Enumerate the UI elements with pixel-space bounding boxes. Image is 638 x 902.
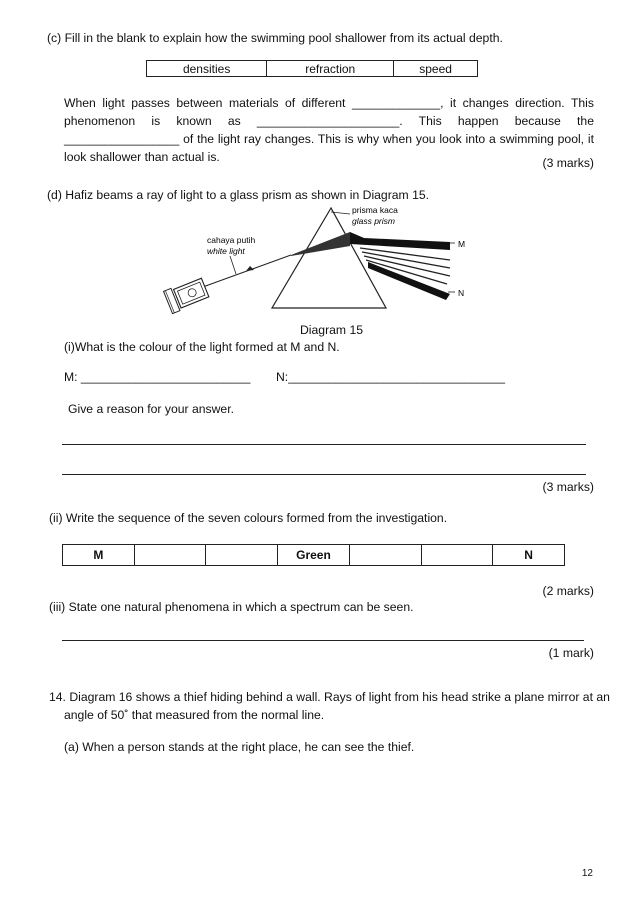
- incident-ray: [200, 255, 291, 288]
- question-d-ii: (ii) Write the sequence of the seven colours formed from the investigation.: [49, 511, 448, 525]
- light-label-ms: cahaya putih: [207, 235, 256, 245]
- colour-cell: [349, 545, 421, 566]
- answer-line: [62, 640, 584, 641]
- answer-line: [62, 474, 586, 475]
- label-n: N: [458, 288, 465, 298]
- spectrum-band-m: [350, 232, 450, 250]
- light-label-en: white light: [207, 246, 245, 256]
- diagram-caption: Diagram 15: [300, 323, 363, 337]
- passage-line: look shallower than actual is.: [64, 150, 220, 164]
- passage-line: When light passes between materials of different _____________, it changes direction. This: [64, 96, 594, 110]
- marks-d-i: (3 marks): [542, 480, 594, 494]
- passage-line: phenomenon is known as _____________________. This happen because the: [64, 114, 594, 128]
- marks-d-iii: (1 mark): [548, 646, 594, 660]
- answer-m-prompt: M: _________________________: [64, 370, 251, 384]
- question-c-passage: [64, 94, 594, 166]
- word-option: densities: [147, 61, 267, 77]
- reason-prompt: Give a reason for your answer.: [68, 402, 234, 416]
- word-option: refraction: [267, 61, 394, 77]
- colour-cell: M: [63, 545, 135, 566]
- prism-diagram: [150, 200, 490, 318]
- question-d-i: (i)What is the colour of the light formed at M and N.: [64, 340, 340, 354]
- question-14-line1: 14. Diagram 16 shows a thief hiding behind a wall. Rays of light from his head strike a plane mirror at an: [49, 690, 610, 704]
- question-d-title: (d) Hafiz beams a ray of light to a glass prism as shown in Diagram 15.: [47, 188, 430, 202]
- prism-label-en: glass prism: [352, 216, 395, 226]
- question-14-line2: angle of 50˚ that measured from the normal line.: [64, 708, 325, 722]
- colour-sequence-table: [62, 544, 565, 566]
- question-c-title: (c) Fill in the blank to explain how the swimming pool shallower from its actual depth.: [47, 31, 503, 45]
- word-option: speed: [394, 61, 478, 77]
- colour-cell: [206, 545, 278, 566]
- answer-line: [62, 444, 586, 445]
- question-14a: (a) When a person stands at the right place, he can see the thief.: [64, 740, 415, 754]
- marks-d-ii: (2 marks): [542, 584, 594, 598]
- prism-label-ms: prisma kaca: [352, 205, 398, 215]
- question-d-iii: (iii) State one natural phenomena in which a spectrum can be seen.: [49, 600, 414, 614]
- colour-cell: Green: [278, 545, 350, 566]
- marks-c: (3 marks): [542, 156, 594, 170]
- label-m: M: [458, 239, 466, 249]
- answer-n-prompt: N:________________________________: [276, 370, 506, 384]
- word-box: [146, 60, 478, 77]
- ray-box-icon: [164, 276, 210, 313]
- passage-line: _________________ of the light ray changes. This is why when you look into a swimming pool, it: [64, 132, 594, 146]
- internal-beam: [291, 232, 350, 256]
- colour-cell: [134, 545, 206, 566]
- colour-cell: N: [493, 545, 565, 566]
- colour-cell: [421, 545, 493, 566]
- page-number: 12: [581, 868, 593, 879]
